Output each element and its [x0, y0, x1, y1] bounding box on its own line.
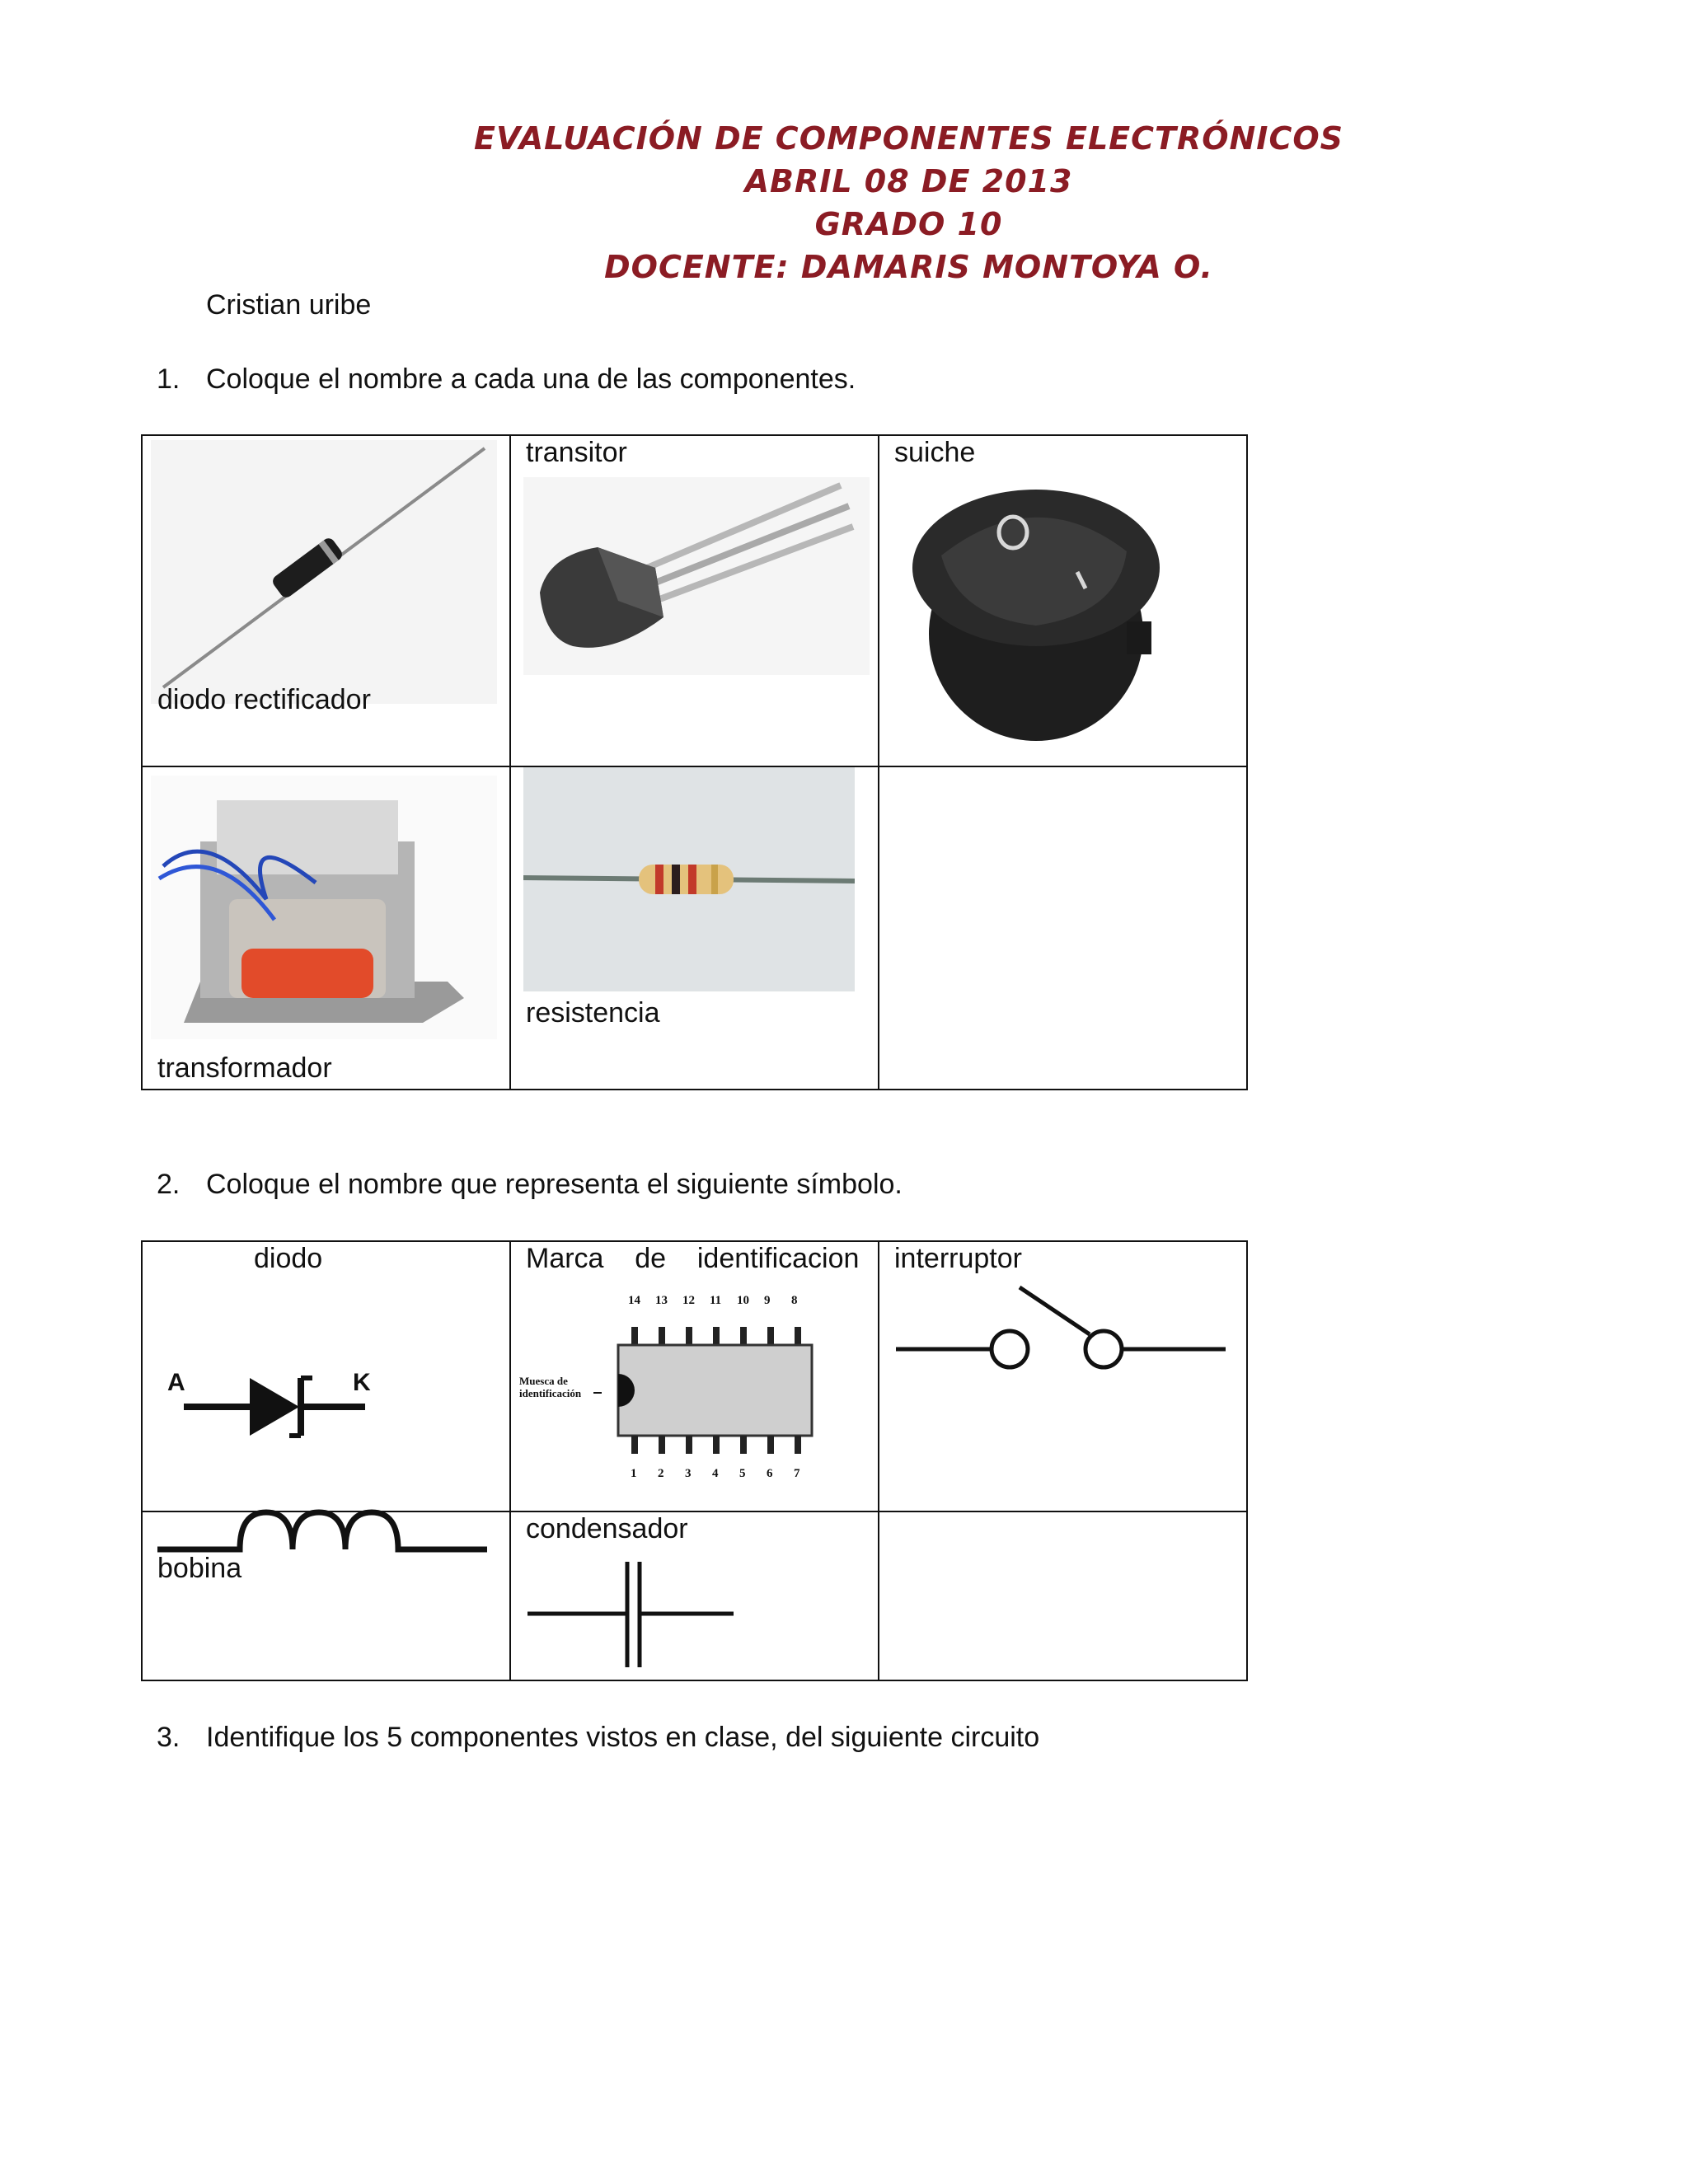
- document-teacher: DOCENTE: DAMARIS MONTOYA O.: [604, 249, 1213, 285]
- document-title: EVALUACIÓN DE COMPONENTES ELECTRÓNICOS: [473, 120, 1344, 157]
- answer-ic-mark-text: Marca de identificacion: [526, 1243, 860, 1274]
- document-date: ABRIL 08 DE 2013: [744, 163, 1073, 199]
- cell-empty-2: [879, 1511, 1247, 1680]
- cell-empty-1: [879, 766, 1247, 1090]
- ic-notch-label-1: Muesca de: [519, 1375, 568, 1387]
- capacitor-symbol: [528, 1562, 742, 1669]
- answer-capacitor: condensador: [526, 1513, 688, 1544]
- ic-pin-label: 12: [682, 1294, 695, 1307]
- ic-pin-label: 4: [712, 1467, 719, 1480]
- question-3-number: 3.: [157, 1722, 181, 1753]
- ic-pin-label: 10: [737, 1294, 749, 1307]
- question-3-text: Identifique los 5 componentes vistos en clase, del siguiente circuito: [206, 1722, 1040, 1753]
- ic-pin-label: 1: [631, 1467, 637, 1480]
- answer-transistor: transitor: [526, 437, 627, 468]
- cell-transistor: [510, 435, 879, 766]
- ic-pin: [631, 1436, 638, 1454]
- switch-symbol: [896, 1283, 1234, 1374]
- ic-pin: [713, 1436, 720, 1454]
- ic-pin: [795, 1436, 801, 1454]
- question-1: [157, 363, 856, 396]
- diode-anode-label: A: [167, 1369, 185, 1396]
- cell-switch: [879, 435, 1247, 766]
- ic-pin-label: 9: [764, 1294, 771, 1307]
- document-grade: GRADO 10: [814, 206, 1003, 242]
- resistor-photo: [523, 767, 855, 991]
- transistor-photo: [523, 477, 870, 675]
- ic-pin-label: 2: [658, 1467, 664, 1480]
- ic-pin: [767, 1436, 774, 1454]
- ic-pin-label: 7: [794, 1467, 800, 1480]
- question-1-text: Coloque el nombre a cada una de las componentes.: [206, 363, 856, 395]
- ic-pin-label: 8: [791, 1294, 798, 1307]
- document-header: [0, 117, 1688, 288]
- answer-transformer: transformador: [157, 1052, 332, 1084]
- ic-pin: [631, 1327, 638, 1345]
- answer-resistor: resistencia: [526, 997, 660, 1029]
- cell-ic-symbol: [510, 1241, 879, 1511]
- ic-pin: [740, 1436, 747, 1454]
- answer-coil: bobina: [157, 1553, 242, 1584]
- ic-pin: [686, 1436, 692, 1454]
- symbols-table: [141, 1240, 1248, 1681]
- cell-diode-symbol: [142, 1241, 510, 1511]
- zener-diode-symbol: [167, 1366, 382, 1448]
- question-2-text: Coloque el nombre que representa el siguiente símbolo.: [206, 1169, 903, 1200]
- answer-diode-symbol: diodo: [254, 1243, 323, 1274]
- ic-pin-label: 14: [628, 1294, 640, 1307]
- ic-pin-label: 13: [655, 1294, 668, 1307]
- ic-pin: [686, 1327, 692, 1345]
- cell-resistor: [510, 766, 879, 1090]
- ic-pin-label: 5: [739, 1467, 746, 1480]
- answer-diode: diodo rectificador: [157, 684, 371, 715]
- answer-ic-mark: [526, 1242, 859, 1275]
- cell-diode: [142, 435, 510, 766]
- ic-pin: [659, 1327, 665, 1345]
- answer-switch-symbol: interruptor: [894, 1243, 1022, 1274]
- cell-coil-symbol: [142, 1511, 510, 1680]
- ic-notch-diagram: [519, 1287, 865, 1506]
- rocker-switch-photo: [912, 481, 1160, 753]
- transformer-photo: [151, 776, 497, 1039]
- ic-pin-label: 6: [767, 1467, 773, 1480]
- ic-pin: [795, 1327, 801, 1345]
- cell-capacitor-symbol: [510, 1511, 879, 1680]
- cell-switch-symbol: [879, 1241, 1247, 1511]
- ic-notch-label-2: identificación: [519, 1387, 582, 1399]
- ic-pin: [740, 1327, 747, 1345]
- ic-pin-label: 11: [710, 1294, 722, 1307]
- question-1-number: 1.: [157, 363, 181, 395]
- question-2: [157, 1168, 903, 1201]
- ic-pin: [713, 1327, 720, 1345]
- ic-pin: [659, 1436, 665, 1454]
- ic-pin-label: 3: [685, 1467, 692, 1480]
- question-3: [157, 1721, 1039, 1754]
- ic-pin: [767, 1327, 774, 1345]
- components-table: [141, 434, 1248, 1090]
- student-name: Cristian uribe: [206, 289, 372, 321]
- question-2-number: 2.: [157, 1169, 181, 1200]
- answer-switch: suiche: [894, 437, 976, 468]
- rectifier-diode-photo: [151, 440, 497, 704]
- diode-cathode-label: K: [353, 1369, 371, 1396]
- cell-transformer: [142, 766, 510, 1090]
